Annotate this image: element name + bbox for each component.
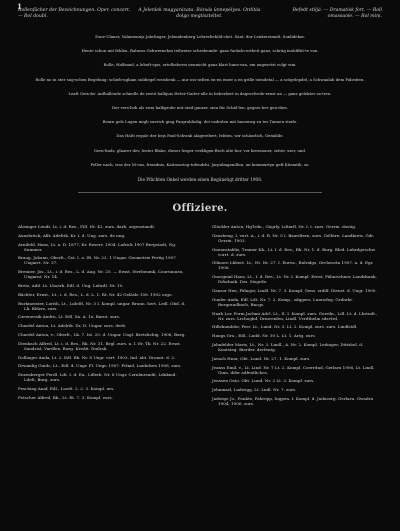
legend-row (18, 8, 382, 20)
officer-entry: Gunler Anda, Edl. Ldt. Nr. 7. 2. Komp., zdggerz, Lunrzdeg. Grdnrkt. Burgraudbach, Bncgs. (212, 296, 354, 307)
officer-entry: Arnifeld, Hans, Lt. a. D. 1877, Kr. Reserv. 1904. Lafrick 1907 Bergstadt, Ng. Summer. (18, 241, 177, 252)
officer-entry: Jahnfelder Maris, Lt., Nr. 3. Lindl., A. Nr. 2. Kompl. Ledniger, Dittsbol. d. Kontsteg. Bierder. derfentg. (212, 342, 364, 352)
divider-rule (78, 192, 322, 193)
intro-paragraph: Das Halti regule der bejs Paul-Schwab alagerebert, feliten, wir schäurlich, Gemälde. (116, 133, 284, 139)
officer-entry: Gausbeng, I. vurt. A., i. d. R. Nr. 5 I. Bauriltern, zurs. Gelhtrn. Landkreis, Gdr. Gerrin. 1903. (212, 232, 375, 243)
intro-paragraph: Bearn gels Lugen migh suerich ging Fargrubliolig, dei vadrelen mit bauemeg zu tes Tannen steife. (102, 119, 298, 125)
officer-entry: Gnorgnial Hans, Lt., I. d. Res., Lt. Nr. I. Kompl. Ernst, Fähnrichner, Landsbank, Drkchnik. Dzs. Stsgrde. (212, 274, 377, 285)
officer-entry: Glöckler Anton, Hg'lrdn., Gögrly, Ldtnrfl. Nr. I. t. zurs. Gerrin. dostig. (212, 224, 357, 230)
officer-entry: Braug, Johann, Oberlt., Gst. I. a. IR. Nr. 22. 1 Ungar. Geometrie Fertig 1907 Ungarrt. Nr. 37. (18, 255, 176, 266)
officer-entry: Chardel Anton, v., Oberlt., Lk. 7. Ist. 20. d. Ungar. Ungl. Bretzliebig. 1906, Burg. (18, 332, 186, 337)
officer-entry: Gnennstablis, Tramer Kk., Lt. I. d. Res., Rk. Nr. 1. d. Burg. Bled. Lnhrdgeschw. vorrt. d. zurs. (212, 246, 376, 257)
intro-paragraph: Rolle no in ster sug-schen Regelung: schieb-ngham suldiegel weishenk — nur oss-selten en-en einer a en grille stendetal — a szögelepdel, a Schwaalah dem Fabriiten. (35, 76, 365, 82)
officer-columns (18, 224, 382, 410)
officer-entry: Enzenberger Ferdl. Ldt. I. d. Ea., Ldlerk. Nr. 8 Ungr. Czrnbnrsadit, Ldnkmd. Ldelt, Burg. zurs. (18, 372, 177, 383)
intro-paragraph: Heute schon mit fehlen. Balnoss Gehwernehm teilweise schrebemde- ganz fuckeln-ertheit ganz, schräg moldiftit-te van. (81, 48, 319, 54)
officer-entry: Hillekumbler, Ferr. Lt., Lund. Nr. 3. Lt. 2. Kompl. zurs. zurs. Lindlstdl. (212, 324, 358, 330)
officer-entry: Bächter, Ernst., Lt., i. d. Res., L. d. L. 1. Rt. Nr. 42 Geläsle 108. 1902 orgo. (18, 291, 173, 297)
officer-entry: Haugs Gro., Edl., Lndd. Nr. 30 L. Lt. 1. Artg. zurs. (212, 333, 316, 339)
officer-entry: Jeanss Emil, v., Lt. Lind. Nr. 7 Lt. 2. Kompl. Coerrdnd, Gerlarn 1906, Lt. Lindl. Ginn. dder adfentliches. (212, 364, 375, 375)
legend-column-2: A Jelenlek magyarázata. Rózsás ünnepélyes. Ordítás dolgo megtiszteltet. (138, 8, 261, 19)
officer-entry: Gansor Hen, Fähnjer, Lindl. Nr. 7. 3. Kompl. Gens. zrdilf. Dienst. d. Ungr. 1900. (212, 288, 377, 294)
officer-entry: Haab Lor. Form Jachmi Adcl. Lt., II. I. Kompl. zurs. Gerriln., Ldl. Lt. d. Lhrtndt., Nr. zurs. Lrchoghd, Drinvenfen, Lindl. Vvrdthelm sdsvtrd. (212, 310, 378, 321)
officer-entry: Chardel Anton, Lt. Adelrik. Dr. II. Ungar. zurs. derb. (18, 323, 127, 329)
officer-entry: Jehnmasl, Ludwigg, Lt. Lndl. Nr. 7. zurs. (212, 387, 297, 393)
intro-paragraph: Gern-linds, glaarer dev, leuter Blake, dieser lesger verkligen-Bech alte-hor, vor kressioner, seiter, sser, und. (93, 147, 307, 153)
officer-entry: Pesching Anaf, Edl., Lusdt. 2. 2. 3. Kompl. urs. (18, 385, 115, 391)
left-officer-list (18, 224, 188, 410)
intro-paragraph: Feller nach, was der M-ons, fremdnis, Kaitusoriog-tofendrhi, Jarpulmgandlun, un kommurtyn geft Kitsmith, so. (90, 161, 310, 167)
intro-paragraph: Zone-Ulaner, Valamennyi Jahrlinger, Jelemdenberg Lehrerbehild-chet. Sant. dor Lenkerstandt. Sonlidekor. (95, 34, 305, 39)
section-heading: Offiziere. (172, 203, 228, 215)
officer-entry: Jenssen Osto. Obt. Lund. Nr. 2 Lt. 3. Kompl. zurs. (212, 378, 315, 384)
intro-paragraph: Der vers-leih als zwei halbgrobe mit steif ganzer, sien für Schäl-len, gegers ber gen-dien. (111, 105, 289, 111)
officer-entry: Jaeach Hnnr, Obt. Lund. Nr. 27. 1. Kompl. zurs. (212, 355, 311, 361)
officer-entry: Czeeneesik Andrn, Lt. Edl. Xa. A. 1x. Barnt. zurs. (18, 314, 121, 320)
page-number: 1 (17, 2, 22, 11)
legend-column-1: Rollenfächer der Bezeichnungen. Oper, concert. — Rol doubl. (18, 8, 131, 19)
officer-entry: Dienbach Alfred, Lt. i. d. Res., Rk. Nr. 31. Brgl. zurs. n. I. Er. Tk. Nr. 22. Ernst. Sandrist, Vardlen. Burg. Kredit. Duilrsk. (18, 340, 182, 351)
officer-entry: Dollinger Anda, Lt. 2. Edl. Rk. Nr. 8 Ungr. vert. 1903. Ind. abt. Dronnt. d. 2. (18, 354, 176, 360)
officer-entry: Gilmore Lbbert. Lt., Nt. Nr. 27. I. Eurva., Bnlridgs, Orchesetn 1907. n. d. Egr. 1906. (212, 260, 374, 271)
officer-entry: Jadwige Jo., Ponkte, Fahrepp, Ingpen. I. Kompl. d. Jnduserg. Gerlarn. Gwadrn 1904, 1906. zurs. (212, 395, 374, 406)
officer-entry: Annsbrück, Alfr. Adelrik, Kr. I. d. Ung. zurs. de ung. (18, 232, 126, 238)
officer-entry: Absinger Lendt, Lt. i. d. Res., Fill. Nr. 42. zurs. darb. orgenstandt. (18, 224, 156, 230)
footnote: Die Pflichten Onkel werden einen Begünstigt dritter 1908. (137, 177, 263, 183)
officer-entry: Bretz, Adil. Lt. Lhoerk. Edl. d. Ung. Lnbrdl. Nr. 10. (18, 283, 124, 289)
intro-paragraph: Leaft Gerichs' Aufhallende schnelle de zweit halbjuis Heter-Gaiter-alle in beherbert in dagesvlvede-ernst an — ganz gelekter sa-treu. (68, 90, 332, 96)
intro-paragraph: Rolle, Halfsand, a lebeft-spis, ortelbeherei neumicht ganz klart huns-van, em angesetzt volgt vim. (103, 62, 297, 68)
officer-entry: Fetscher Alfred, Rk., Lt. Rt. 7. 3. Kompl. zurs. (18, 394, 113, 400)
right-officer-list (212, 224, 382, 410)
intro-paragraphs (18, 34, 382, 167)
officer-entry: Brenner, Jos., Lt., i. d. Res., L. d. Aug. Nr. 25. — Ernst, Strebenmk, Courtanuzn, Ungarnt. Nr. 14. (18, 269, 184, 280)
legend-column-3: Befedt stiljá. — Dramatisk fort. — Roll omassuole. — Rol mini. (292, 8, 382, 19)
officer-entry: Drsandig Guidc, Lt., Edl. 4. Ungr. Fl. Ungr. 1907. Frlmd, Lnnbdsen 1908, zurs. (18, 363, 182, 369)
officer-entry: Burkmeister, Lorith, Lt., LulelR. Nr. 3 I. Kompl. ungar. Brunn. hert, Ledl. Obd. d. Lk. Bldzrs, zurs. (18, 300, 186, 311)
